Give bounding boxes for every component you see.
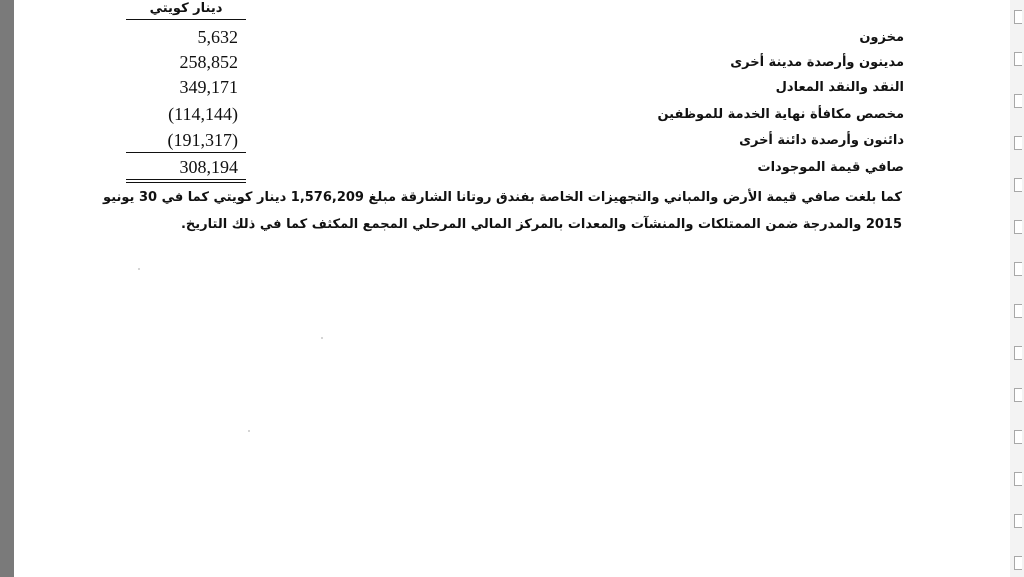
row-label-end-of-service: مخصص مكافأة نهاية الخدمة للموظفين	[657, 107, 904, 122]
page-marker[interactable]	[1014, 220, 1022, 234]
page-marker[interactable]	[1014, 430, 1022, 444]
total-double-rule-bottom	[126, 182, 246, 183]
page-marker[interactable]	[1014, 94, 1022, 108]
viewer-left-border	[0, 0, 14, 577]
scan-speck	[138, 268, 140, 270]
page-marker[interactable]	[1014, 304, 1022, 318]
note-line-1: كما بلغت صافي قيمة الأرض والمباني والتجهيزات الخاصة بفندق روتانا الشارقة مبلغ 1,576,209 دينار كويتي كما في 30 يونيو	[103, 190, 902, 205]
viewer-right-strip	[1010, 0, 1024, 577]
subtotal-rule	[126, 152, 246, 153]
page-marker[interactable]	[1014, 136, 1022, 150]
row-value-payables: (191,317)	[167, 130, 238, 150]
row-value-end-of-service: (114,144)	[168, 104, 238, 124]
row-value-cash: 349,171	[179, 77, 238, 97]
note-line-2: 2015 والمدرجة ضمن الممتلكات والمنشآت والمعدات بالمركز المالي المرحلي المجمع المكثف كما في ذلك التاريخ.	[180, 217, 902, 232]
scan-speck	[321, 337, 323, 339]
row-label-cash: النقد والنقد المعادل	[775, 80, 904, 95]
page-marker[interactable]	[1014, 262, 1022, 276]
row-label-inventory: مخزون	[859, 30, 904, 45]
row-label-net-assets: صافي قيمة الموجودات	[757, 160, 904, 175]
currency-column-header: دينار كويتي	[149, 1, 223, 16]
row-label-receivables: مدينون وأرصدة مدينة أخرى	[730, 55, 904, 70]
page-marker[interactable]	[1014, 388, 1022, 402]
row-label-payables: دائنون وأرصدة دائنة أخرى	[739, 133, 904, 148]
header-underline	[126, 19, 246, 20]
row-value-receivables: 258,852	[179, 52, 238, 72]
page-marker[interactable]	[1014, 514, 1022, 528]
page-marker[interactable]	[1014, 10, 1022, 24]
page-marker[interactable]	[1014, 52, 1022, 66]
page-marker[interactable]	[1014, 556, 1022, 570]
row-value-net-assets: 308,194	[179, 157, 238, 177]
scan-speck	[248, 430, 250, 432]
total-double-rule-top	[126, 179, 246, 180]
page-marker[interactable]	[1014, 472, 1022, 486]
page-marker[interactable]	[1014, 346, 1022, 360]
row-value-inventory: 5,632	[197, 27, 238, 47]
page-marker[interactable]	[1014, 178, 1022, 192]
